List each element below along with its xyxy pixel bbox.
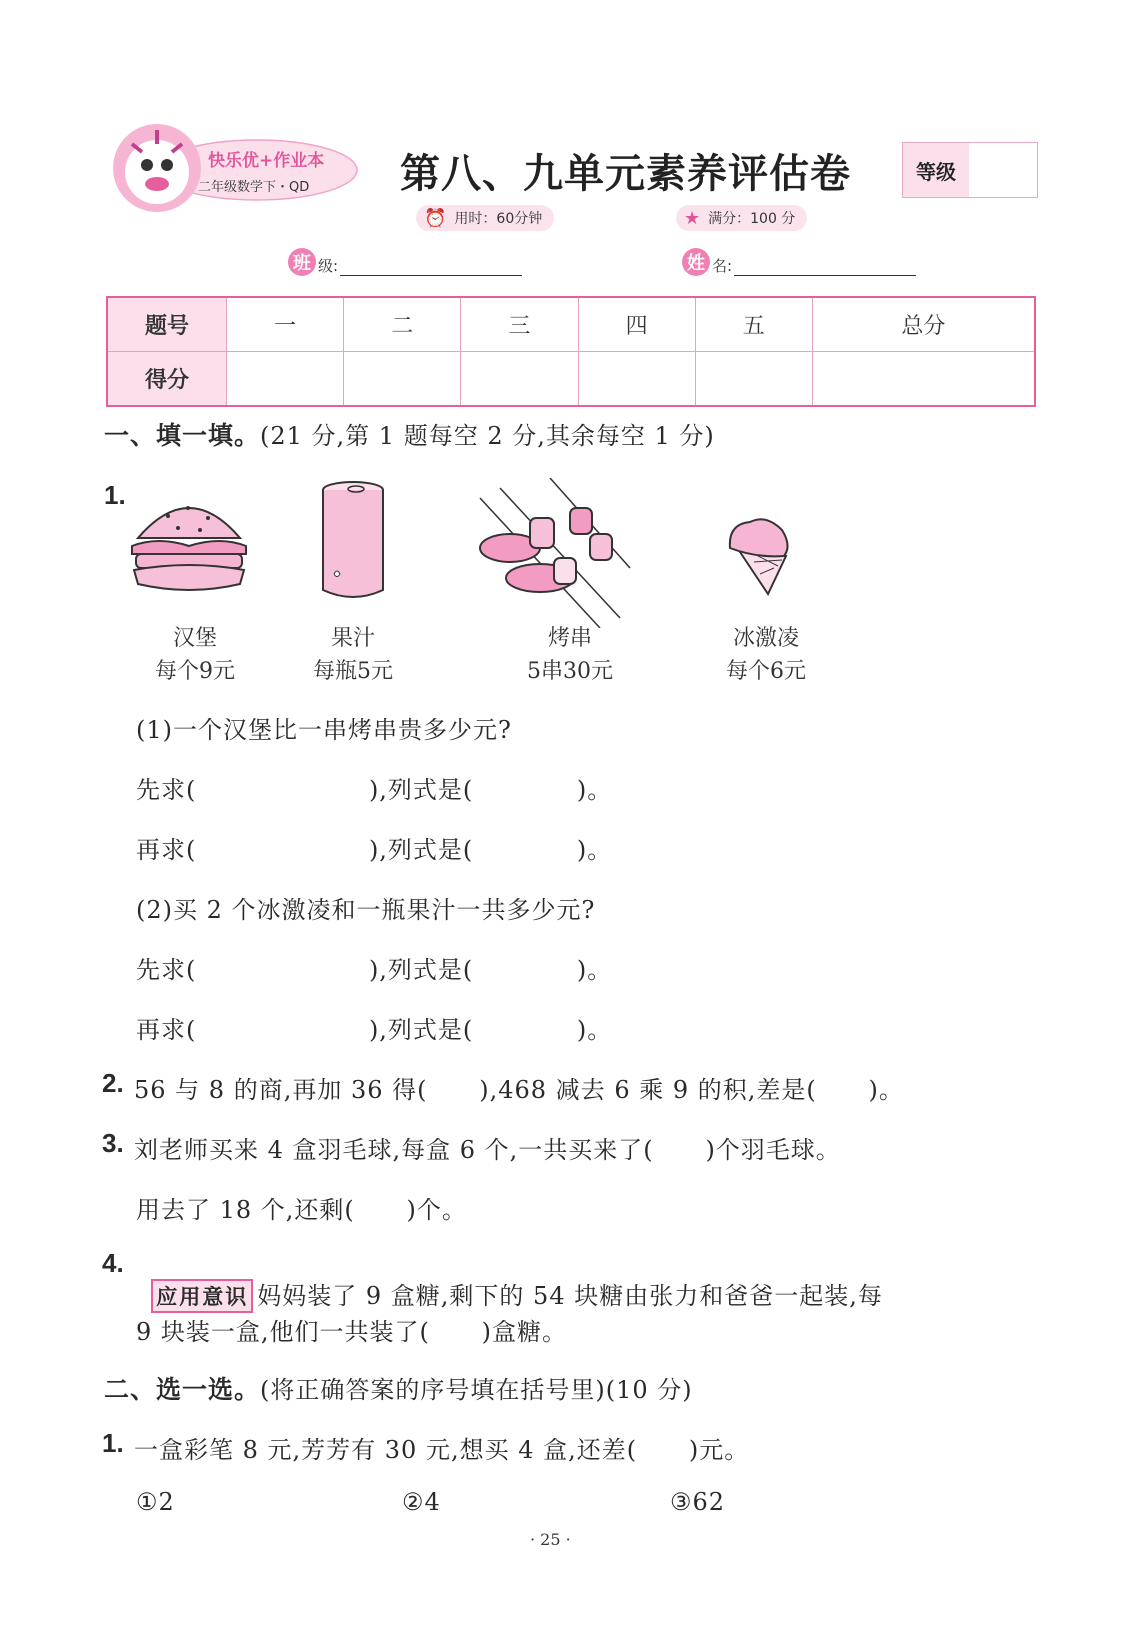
- s2-q1-text[interactable]: 一盒彩笔 8 元,芳芳有 30 元,想买 4 盒,还差( )元。: [134, 1436, 750, 1464]
- name-flower-icon: 姓: [682, 248, 710, 276]
- food-skewer: [510, 622, 630, 688]
- score-pill: [676, 205, 807, 231]
- score-cell[interactable]: [461, 352, 578, 407]
- page-title: 第八、九单元素养评估卷: [400, 151, 851, 197]
- table-row: [107, 352, 1035, 407]
- q2-text[interactable]: 56 与 8 的商,再加 36 得( ),468 减去 6 乘 9 的积,差是( )。: [134, 1076, 904, 1104]
- column-head: 四: [578, 297, 695, 352]
- food-juice: [298, 622, 408, 688]
- brand-logo: [112, 120, 362, 220]
- logo-sub-text: 二年级数学下・QD: [198, 180, 310, 195]
- table-row: [107, 297, 1035, 352]
- row-head-score: 得分: [107, 352, 227, 407]
- option-3[interactable]: ③62: [670, 1488, 726, 1516]
- food-ice-cream: [706, 622, 826, 688]
- score-cell[interactable]: [812, 352, 1035, 407]
- ice-cream-icon: [726, 516, 792, 600]
- food-price: 每个9元: [155, 659, 235, 684]
- food-hamburger: [140, 622, 250, 688]
- class-input-line[interactable]: [340, 257, 522, 276]
- q1-sub2-line1[interactable]: 先求( ),列式是( )。: [136, 956, 613, 984]
- food-price: 每瓶5元: [313, 659, 393, 684]
- food-name: 汉堡: [172, 626, 217, 651]
- score-cell[interactable]: [227, 352, 344, 407]
- time-label: 用时：60分钟: [454, 211, 543, 227]
- name-label: 名:: [712, 257, 733, 275]
- skewer-icon: [470, 478, 640, 632]
- food-price: 每个6元: [726, 659, 806, 684]
- column-head: 二: [344, 297, 461, 352]
- q2-number: 2.: [102, 1068, 124, 1098]
- grade-blank[interactable]: [969, 143, 1037, 197]
- column-head: 总分: [812, 297, 1035, 352]
- class-flower-icon: 班: [288, 248, 316, 276]
- q4-text-a: 妈妈装了 9 盒糖,剩下的 54 块糖由张力和爸爸一起装,每: [257, 1282, 883, 1310]
- q3-number: 3.: [102, 1128, 124, 1158]
- q1-sub2: (2)买 2 个冰激凌和一瓶果汁一共多少元?: [136, 896, 596, 924]
- column-head: 三: [461, 297, 578, 352]
- q1-sub2-line2[interactable]: 再求( ),列式是( )。: [136, 1016, 613, 1044]
- column-head: 一: [227, 297, 344, 352]
- row-head-number: 题号: [107, 297, 227, 352]
- class-field: [288, 248, 522, 276]
- option-1[interactable]: ①2: [136, 1488, 175, 1516]
- grade-label: 等级: [903, 143, 969, 197]
- section1-note: (21 分,第 1 题每空 2 分,其余每空 1 分): [260, 422, 715, 450]
- page-number: · 25 ·: [530, 1530, 571, 1549]
- section2-note: (将正确答案的序号填在括号里)(10 分): [260, 1376, 693, 1404]
- q1-sub1-line1[interactable]: 先求( ),列式是( )。: [136, 776, 613, 804]
- score-cell[interactable]: [344, 352, 461, 407]
- column-head: 五: [695, 297, 812, 352]
- score-cell[interactable]: [695, 352, 812, 407]
- section1-heading: [104, 416, 715, 452]
- logo-brand-text: 快乐优+作业本: [208, 151, 325, 171]
- hamburger-icon: [128, 488, 250, 600]
- name-field: [682, 248, 916, 276]
- juice-can-icon: [320, 480, 386, 610]
- star-icon: ★: [684, 207, 701, 229]
- section1-title: 一、填一填。: [104, 421, 261, 450]
- full-score-label: 满分：100 分: [708, 211, 796, 227]
- application-awareness-tag: 应用意识: [151, 1279, 253, 1313]
- food-price: 5串30元: [527, 659, 613, 684]
- grade-box: [902, 142, 1038, 198]
- food-name: 烤串: [547, 626, 592, 651]
- s2-q1-number: 1.: [102, 1428, 124, 1458]
- section2-heading: [104, 1370, 693, 1406]
- q4-text-b[interactable]: 9 块装一盒,他们一共装了( )盒糖。: [136, 1318, 568, 1346]
- q1-sub1-line2[interactable]: 再求( ),列式是( )。: [136, 836, 613, 864]
- section2-title: 二、选一选。: [104, 1375, 261, 1404]
- q3-text-a[interactable]: 刘老师买来 4 盒羽毛球,每盒 6 个,一共买来了( )个羽毛球。: [134, 1136, 841, 1164]
- score-cell[interactable]: [578, 352, 695, 407]
- class-label: 级:: [318, 257, 339, 275]
- food-name: 果汁: [330, 626, 375, 651]
- food-name: 冰激凌: [732, 626, 799, 651]
- q3-text-b[interactable]: 用去了 18 个,还剩( )个。: [136, 1196, 467, 1224]
- time-pill: [416, 205, 554, 231]
- option-2[interactable]: ②4: [402, 1488, 441, 1516]
- name-input-line[interactable]: [734, 257, 916, 276]
- q4-line-a: [134, 1248, 883, 1313]
- q4-number: 4.: [102, 1248, 124, 1278]
- q1-number: 1.: [104, 480, 126, 510]
- alarm-clock-icon: ⏰: [424, 207, 447, 229]
- q1-sub1: (1)一个汉堡比一串烤串贵多少元?: [136, 716, 512, 744]
- score-table: [106, 296, 1036, 407]
